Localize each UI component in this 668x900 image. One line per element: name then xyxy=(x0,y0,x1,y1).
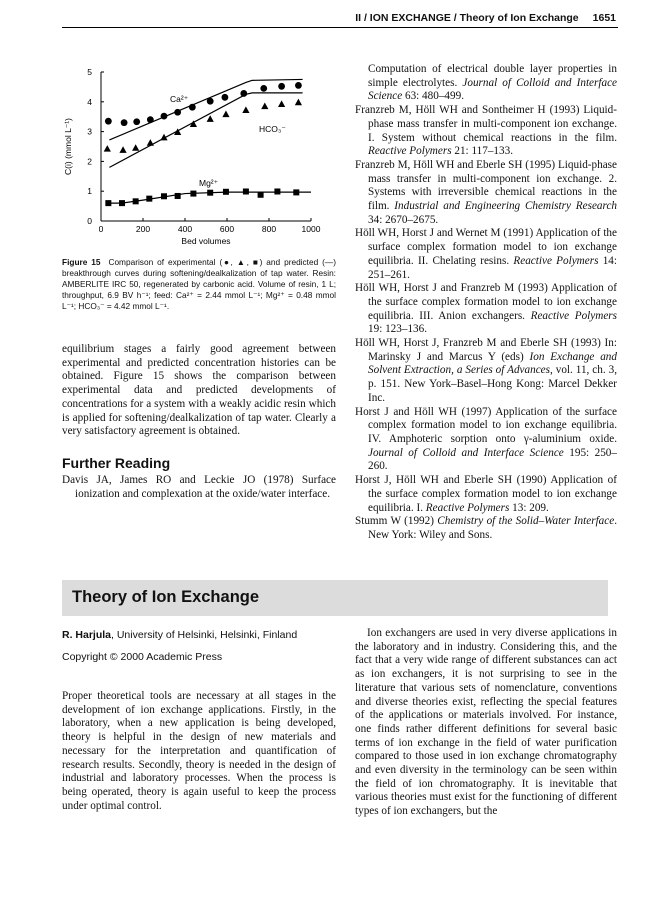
reference-source: Journal of Colloid and Interface Science xyxy=(368,76,617,103)
y-tick-label: 5 xyxy=(87,67,92,77)
data-point-square xyxy=(293,189,299,195)
x-tick-label: 0 xyxy=(98,224,104,234)
data-point-circle xyxy=(260,85,267,92)
reference-details: 34: 2670–2675. xyxy=(368,213,439,226)
reference-item xyxy=(355,474,617,515)
reference-text: Höll WH, Horst J and Franzreb M (1993) Application of the surface complex formation model to ion exchange equilibria. III. Anion exchangers. xyxy=(355,282,617,322)
reference-item xyxy=(355,406,617,475)
x-tick-label: 400 xyxy=(177,224,193,234)
data-point-square xyxy=(161,193,167,199)
data-point-triangle xyxy=(132,144,139,151)
figure-caption xyxy=(62,257,336,312)
reference-text: Höll WH, Horst J, Franzreb M and Eberle SH (1993) In: Marinsky J and Marcus Y (eds) xyxy=(355,337,617,363)
intro-paragraph-left: Proper theoretical tools are necessary at all stages in the development of ion exchange applications. Firstly, in the laboratory, when a new application is being developed, theory is helpful in the design of new materials and necessary for the interpretation and quantification of research results. Secondly, theory is needed in the design of industrial and laboratory processes. When the process is being operated, theory is again useful to keep the process under optimal control. xyxy=(62,690,336,812)
body-paragraph: equilibrium stages a fairly good agreement between experimental and predicted concentration histories can be obtained. Figure 15 shows the comparison between experimental data and predicted developments of concentrations for a system with a weakly acidic resin which is applied for softening/dealkalization of tap water. Clearly a very satisfactory agreement is obtained. xyxy=(62,343,336,438)
reference-item xyxy=(355,337,617,406)
data-point-circle xyxy=(105,118,112,125)
x-tick-label: 600 xyxy=(219,224,235,234)
reference-source: Reactive Polymers xyxy=(513,254,599,267)
data-point-triangle xyxy=(295,99,302,106)
data-point-circle xyxy=(161,113,168,120)
y-tick-label: 0 xyxy=(87,216,92,226)
reference-item xyxy=(355,515,617,542)
data-point-circle xyxy=(189,104,196,111)
data-point-circle xyxy=(147,116,154,123)
author-affiliation: , University of Helsinki, Helsinki, Finland xyxy=(111,629,298,641)
reference-details: 19: 123–136. xyxy=(368,323,428,336)
data-point-square xyxy=(175,193,181,199)
reference-item xyxy=(355,227,617,282)
reference-text: Stumm W (1992) xyxy=(355,515,438,528)
article-title: Theory of Ion Exchange xyxy=(72,588,260,606)
header-rule xyxy=(62,27,618,28)
left-column xyxy=(62,343,336,501)
data-point-triangle xyxy=(119,146,126,153)
running-title: II / ION EXCHANGE / Theory of Ion Exchange xyxy=(355,12,579,24)
y-tick-label: 2 xyxy=(87,156,92,167)
data-point-square xyxy=(146,196,152,202)
reference-text: Horst J, Höll WH and Eberle SH (1990) Application of the surface complex formation model to ion exchange equilibria. I. xyxy=(355,474,617,514)
data-point-square xyxy=(190,191,196,197)
x-tick-label: 800 xyxy=(261,224,277,234)
data-point-triangle xyxy=(147,139,154,146)
data-point-square xyxy=(223,189,229,195)
author-block xyxy=(62,628,342,664)
reference-details: 14: 251–261. xyxy=(368,254,618,281)
x-axis-label: Bed volumes xyxy=(181,236,231,246)
data-point-circle xyxy=(278,83,285,90)
data-point-square xyxy=(274,188,280,194)
data-point-circle xyxy=(295,82,302,89)
breakthrough-chart xyxy=(30,60,330,255)
reference-details: 13: 209. xyxy=(509,501,549,514)
article-title-bar xyxy=(62,580,608,616)
further-reading-heading: Further Reading xyxy=(62,454,171,471)
data-point-square xyxy=(243,188,249,194)
reference-text: Horst J and Höll WH (1997) Application of the surface complex formation model to ion exchange equilibria. IV. Amphoteric sorption onto γ-aluminium oxide. xyxy=(355,405,617,445)
reference-source: Chemistry of the Solid–Water Interface xyxy=(437,515,615,528)
data-point-circle xyxy=(121,119,128,126)
reference-details: . New York: Wiley and Sons. xyxy=(368,515,617,541)
intro-paragraph-right: Ion exchangers are used in very diverse applications in the laboratory and in industry. Considering this, and the fact that a very wide range of different substances can act as ion exchangers, it is not surprising to see in the literature that various sets of nomenclature, conventions and diverse theories exist, reflecting the special features of the applications or materials involved. For instance, one finds rather different definitions for several basic terms of ion exchange in the field of water purification compared to those used in ion exchange chromatography and even diversity in the terminology can be seen within the field of ion chromatography. It is inevitable that various theories must exist for the functioning of different types of ion exchangers, but the xyxy=(355,627,617,818)
reference-details: 195: 250–260. xyxy=(368,446,617,473)
data-point-circle xyxy=(207,98,214,105)
caption-text: Comparison of experimental (●, ▲, ■) and predicted (—) breakthrough curves during softening/dealkalization of tap water. Resin: AMBERLITE IRC 50, regenerated by carbonic acid. Volume of resin, 1 L; throughput, 6.9 BV h⁻¹; feed: Ca²⁺ = 2.44 mmol L⁻¹; Mg²⁺ = 0.48 mmol L⁻¹; HCO₃⁻ = 4.42 mmol L⁻¹. xyxy=(62,257,336,311)
reference-text: Computation of electrical double layer properties in simple electrolytes. xyxy=(368,63,617,89)
data-point-triangle xyxy=(242,106,249,113)
data-point-triangle xyxy=(222,111,229,118)
reference-details: 21: 117–133. xyxy=(451,145,513,158)
y-tick-label: 3 xyxy=(87,126,92,137)
reference-text: Franzreb M, Höll WH and Eberle SH (1995) Liquid-phase mass transfer in multi-component ion exchange. 2. Systems with irreversible chemical reactions in the film. xyxy=(355,158,617,213)
data-point-circle xyxy=(222,94,229,101)
author-name: R. Harjula xyxy=(62,629,112,641)
data-point-circle xyxy=(133,118,140,125)
reference-details: 63: 480–499. xyxy=(402,90,465,103)
data-point-square xyxy=(258,192,264,198)
copyright: Copyright © 2000 Academic Press xyxy=(62,651,223,663)
x-tick-label: 200 xyxy=(135,224,151,234)
series-label: Ca²⁺ xyxy=(170,94,189,104)
y-tick-label: 1 xyxy=(87,186,92,197)
reference-item xyxy=(355,159,617,228)
reference-source: Journal of Colloid and Interface Science xyxy=(368,446,564,459)
reference-text: Franzreb M, Höll WH and Sontheimer H (1993) Liquid-phase mass transfer in multi-component ion exchange. I. System without chemical reactions in the film. xyxy=(355,104,617,144)
data-point-square xyxy=(207,190,213,196)
reference-item xyxy=(355,104,617,159)
reference-source: Reactive Polymers xyxy=(368,145,452,158)
data-point-triangle xyxy=(261,102,268,109)
x-tick-label: 1000 xyxy=(301,224,321,234)
caption-label: Figure 15 xyxy=(62,257,101,267)
series-label: Mg²⁺ xyxy=(199,178,219,188)
reference-item xyxy=(355,282,617,337)
reference-source: Ion Exchange and Solvent Extraction, a Series of Advances xyxy=(368,350,617,377)
data-point-square xyxy=(133,198,139,204)
data-point-triangle xyxy=(207,115,214,122)
reference-source: Reactive Polymers xyxy=(530,309,617,322)
data-point-circle xyxy=(174,109,181,116)
reference-text: Höll WH, Horst J and Wernet M (1991) Application of the surface complex formation model to ion exchange equilibria. II. Chelating resins. xyxy=(355,227,617,267)
reference-item xyxy=(355,63,617,104)
data-point-triangle xyxy=(278,100,285,107)
data-point-square xyxy=(105,200,111,206)
data-point-triangle xyxy=(104,145,111,152)
y-tick-label: 4 xyxy=(87,96,92,107)
data-point-square xyxy=(119,200,125,206)
reference-item: Davis JA, James RO and Leckie JO (1978) Surface ionization and complexation at the oxide/water interface. xyxy=(62,473,336,500)
series-label: HCO₃⁻ xyxy=(259,124,286,134)
y-axis-label: C(i) (mmol L⁻¹) xyxy=(63,118,73,175)
reference-source: Industrial and Engineering Chemistry Research xyxy=(394,200,617,213)
reference-source: Reactive Polymers xyxy=(425,501,510,514)
reference-list xyxy=(355,63,617,543)
reference-details: , vol. 11, ch. 3, p. 151. New York–Basel–Hong Kong: Marcel Dekker Inc. xyxy=(368,364,617,404)
running-header xyxy=(355,12,616,24)
page-number: 1651 xyxy=(592,12,616,24)
